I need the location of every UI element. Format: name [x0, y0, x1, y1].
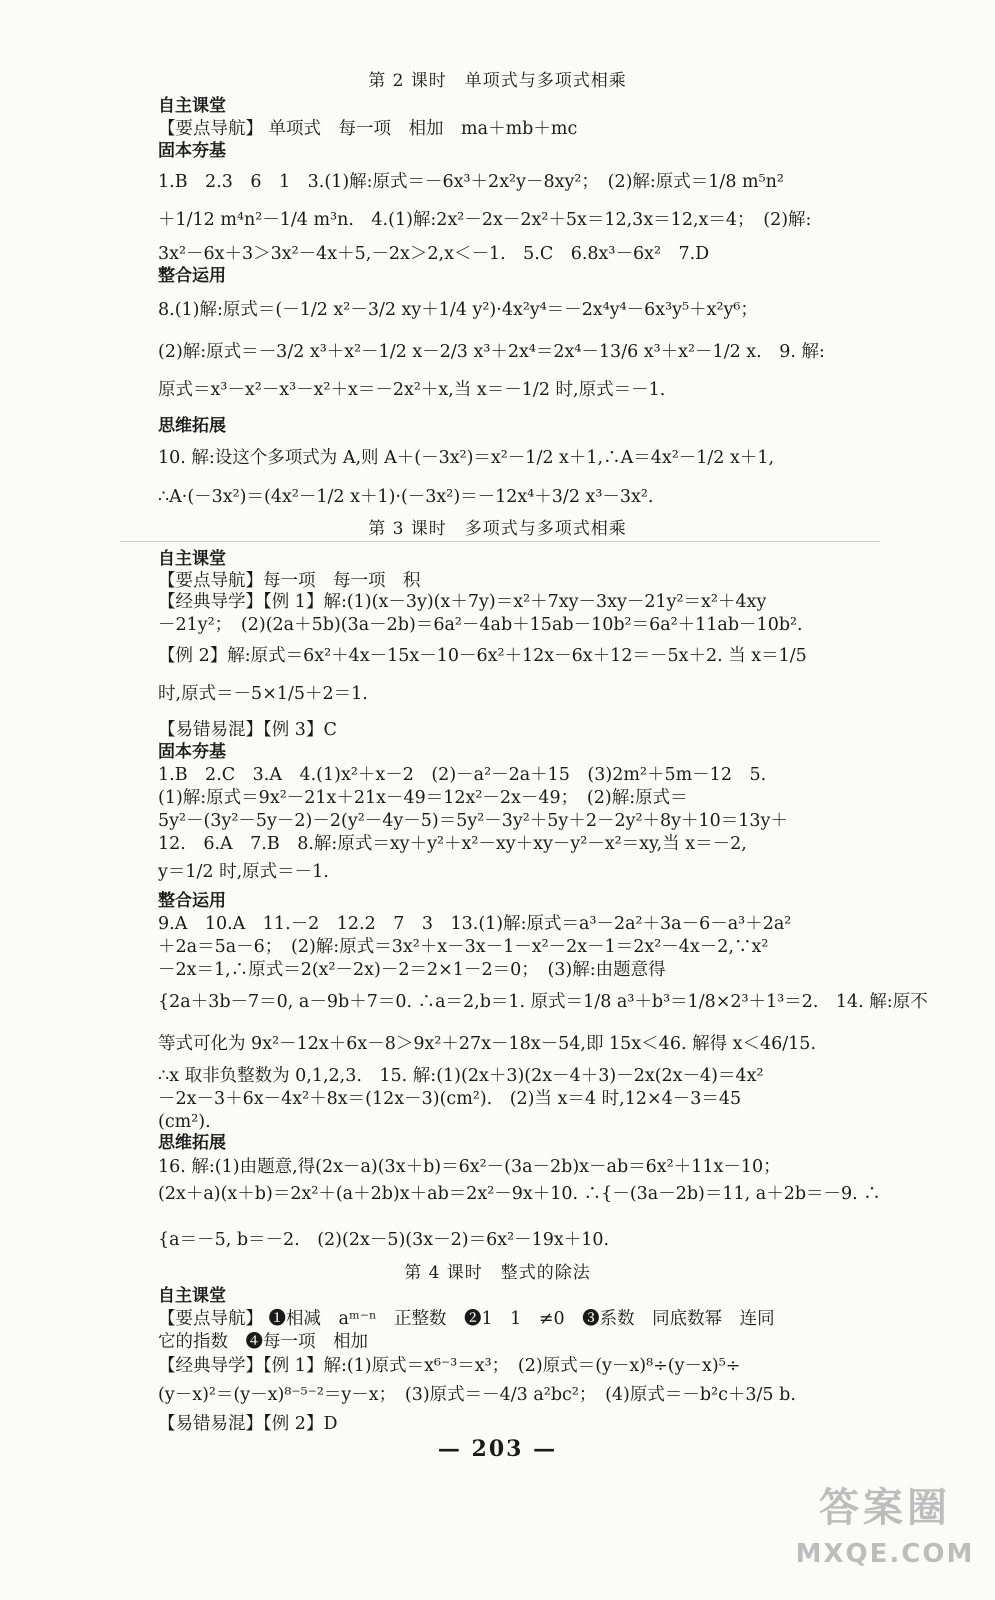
lesson3-guben5: y＝1/2 时,原式＝－1.	[158, 862, 329, 882]
lesson2-line5: (2)解:原式＝－3/2 x³＋x²－1/2 x－2/3 x³＋2x⁴＝2x⁴－13/6 x³＋x²－1/2 x. 9. 解:	[158, 342, 825, 362]
lesson3-line4: 时,原式＝－5×1/5＋2＝1.	[158, 684, 368, 704]
lesson3-yaodian: 【要点导航】每一项 每一项 积	[158, 571, 421, 591]
lesson2-line1: 1.B 2.3 6 1 3.(1)解:原式＝－6x³＋2x²y－8xy²； (2)解:原式＝1/8 m⁵n²	[158, 172, 784, 192]
section-divider	[120, 541, 880, 542]
lesson3-guben4: 12. 6.A 7.B 8.解:原式＝xy＋y²＋x²－xy＋xy－y²－x²＝xy,当 x＝－2,	[158, 834, 747, 854]
lesson4-zizhu-heading: 自主课堂	[158, 1286, 226, 1306]
watermark-url: MXQE.COM	[795, 1539, 975, 1569]
lesson3-siwei1: 16. 解:(1)由题意,得(2x－a)(3x＋b)＝6x²－(3a－2b)x－ab＝6x²＋11x－10；	[158, 1157, 781, 1177]
lesson3-siwei-heading: 思维拓展	[158, 1133, 226, 1153]
lesson3-title: 第 3 课时 多项式与多项式相乘	[368, 519, 627, 539]
lesson3-zhenghe4: {2a＋3b－7＝0, a－9b＋7＝0. ∴a＝2,b＝1. 原式＝1/8 a³＋b³＝1/8×2³＋1³＝2. 14. 解:原不	[158, 992, 928, 1012]
lesson3-zhenghe7: －2x－3＋6x－4x²＋8x＝(12x－3)(cm²). (2)当 x＝4 时,12×4－3＝45	[158, 1089, 742, 1109]
lesson3-zhenghe1: 9.A 10.A 11.－2 12.2 7 3 13.(1)解:原式＝a³－2a²＋3a－6－a³＋2a²	[158, 914, 792, 934]
lesson4-yaodian1: 【要点导航】 ❶相减 aᵐ⁻ⁿ 正整数 ❷1 1 ≠0 ❸系数 同底数幂 连同	[158, 1309, 775, 1329]
lesson2-line3: 3x²－6x＋3＞3x²－4x＋5,－2x＞2,x＜－1. 5.C 6.8x³－6x² 7.D	[158, 244, 710, 264]
lesson3-guben1: 1.B 2.C 3.A 4.(1)x²＋x－2 (2)－a²－2a＋15 (3)2m²＋5m－12 5.	[158, 765, 767, 785]
lesson2-siwei-heading: 思维拓展	[158, 416, 226, 436]
lesson3-line5: 【易错易混】【例 3】C	[158, 720, 337, 740]
lesson3-siwei3: {a＝－5, b＝－2. (2)(2x－5)(3x－2)＝6x²－19x＋10.	[158, 1230, 610, 1250]
lesson2-line8: ∴A·(－3x²)＝(4x²－1/2 x＋1)·(－3x²)＝－12x⁴＋3/2 x³－3x².	[158, 487, 654, 507]
lesson2-zizhu-heading: 自主课堂	[158, 96, 226, 116]
lesson3-guben-heading: 固本夯基	[158, 742, 226, 762]
lesson2-guben-heading: 固本夯基	[158, 141, 226, 161]
page-number: — 203 —	[437, 1436, 558, 1462]
lesson3-siwei2: (2x＋a)(x＋b)＝2x²＋(a＋2b)x＋ab＝2x²－9x＋10. ∴{－(3a－2b)＝11, a＋2b＝－9. ∴	[158, 1184, 881, 1204]
lesson3-line2: －21y²； (2)(2a＋5b)(3a－2b)＝6a²－4ab＋15ab－10b²＝6a²＋11ab－10b².	[158, 615, 803, 635]
lesson2-line2: ＋1/12 m⁴n²－1/4 m³n. 4.(1)解:2x²－2x－2x²＋5x＝12,3x＝12,x＝4； (2)解:	[158, 210, 812, 230]
lesson4-line2: (y－x)²＝(y－x)⁸⁻⁵⁻²＝y－x； (3)原式＝－4/3 a²bc²； (4)原式＝－b²c＋3/5 b.	[158, 1385, 796, 1405]
lesson4-yaodian2: 它的指数 ❹每一项 相加	[158, 1332, 368, 1352]
lesson3-zhenghe3: －2x＝1,∴原式＝2(x²－2x)－2＝2×1－2＝0； (3)解:由题意得	[158, 960, 666, 980]
lesson4-line1: 【经典导学】【例 1】解:(1)原式＝x⁶⁻³＝x³； (2)原式＝(y－x)⁸÷(y－x)⁵÷	[158, 1356, 741, 1376]
lesson3-guben3: 5y²－(3y²－5y－2)－2(y²－4y－5)＝5y²－3y²＋5y＋2－2y²＋8y＋10＝13y＋	[158, 811, 788, 831]
lesson2-title: 第 2 课时 单项式与多项式相乘	[368, 71, 627, 91]
lesson3-line1: 【经典导学】【例 1】解:(1)(x－3y)(x＋7y)＝x²＋7xy－3xy－21y²＝x²＋4xy	[158, 592, 767, 612]
lesson3-zhenghe6: ∴x 取非负整数为 0,1,2,3. 15. 解:(1)(2x＋3)(2x－4＋3)－2x(2x－4)＝4x²	[158, 1066, 764, 1086]
lesson3-guben2: (1)解:原式＝9x²－21x＋21x－49＝12x²－2x－49； (2)解:原式＝	[158, 788, 688, 808]
lesson4-line3: 【易错易混】【例 2】D	[158, 1414, 338, 1434]
lesson2-zhenghe-heading: 整合运用	[158, 266, 226, 286]
lesson3-zhenghe2: ＋2a＝5a－6； (2)解:原式＝3x²＋x－3x－1－x²－2x－1＝2x²－4x－2,∵x²	[158, 937, 769, 957]
lesson3-line3: 【例 2】解:原式＝6x²＋4x－15x－10－6x²＋12x－6x＋12＝－5x＋2. 当 x＝1/5	[158, 646, 807, 666]
lesson2-line7: 10. 解:设这个多项式为 A,则 A＋(－3x²)＝x²－1/2 x＋1,∴A＝4x²－1/2 x＋1,	[158, 448, 775, 468]
lesson3-zhenghe5: 等式可化为 9x²－12x＋6x－8＞9x²＋27x－18x－54,即 15x＜46. 解得 x＜46/15.	[158, 1034, 817, 1054]
lesson3-zhenghe-heading: 整合运用	[158, 891, 226, 911]
watermark-text: 答案圈	[819, 1485, 951, 1531]
lesson3-zhenghe8: (cm²).	[158, 1112, 211, 1132]
watermark-logo	[790, 1470, 980, 1590]
lesson4-title: 第 4 课时 整式的除法	[404, 1263, 591, 1283]
lesson2-line4: 8.(1)解:原式＝(－1/2 x²－3/2 xy＋1/4 y²)·4x²y⁴＝－2x⁴y⁴－6x³y⁵＋x²y⁶；	[158, 300, 758, 320]
lesson3-zizhu-heading: 自主课堂	[158, 549, 226, 569]
lesson2-yaodian: 【要点导航】 单项式 每一项 相加 ma＋mb＋mc	[158, 119, 578, 139]
lesson2-line6: 原式＝x³－x²－x³－x²＋x＝－2x²＋x,当 x＝－1/2 时,原式＝－1.	[158, 380, 666, 400]
